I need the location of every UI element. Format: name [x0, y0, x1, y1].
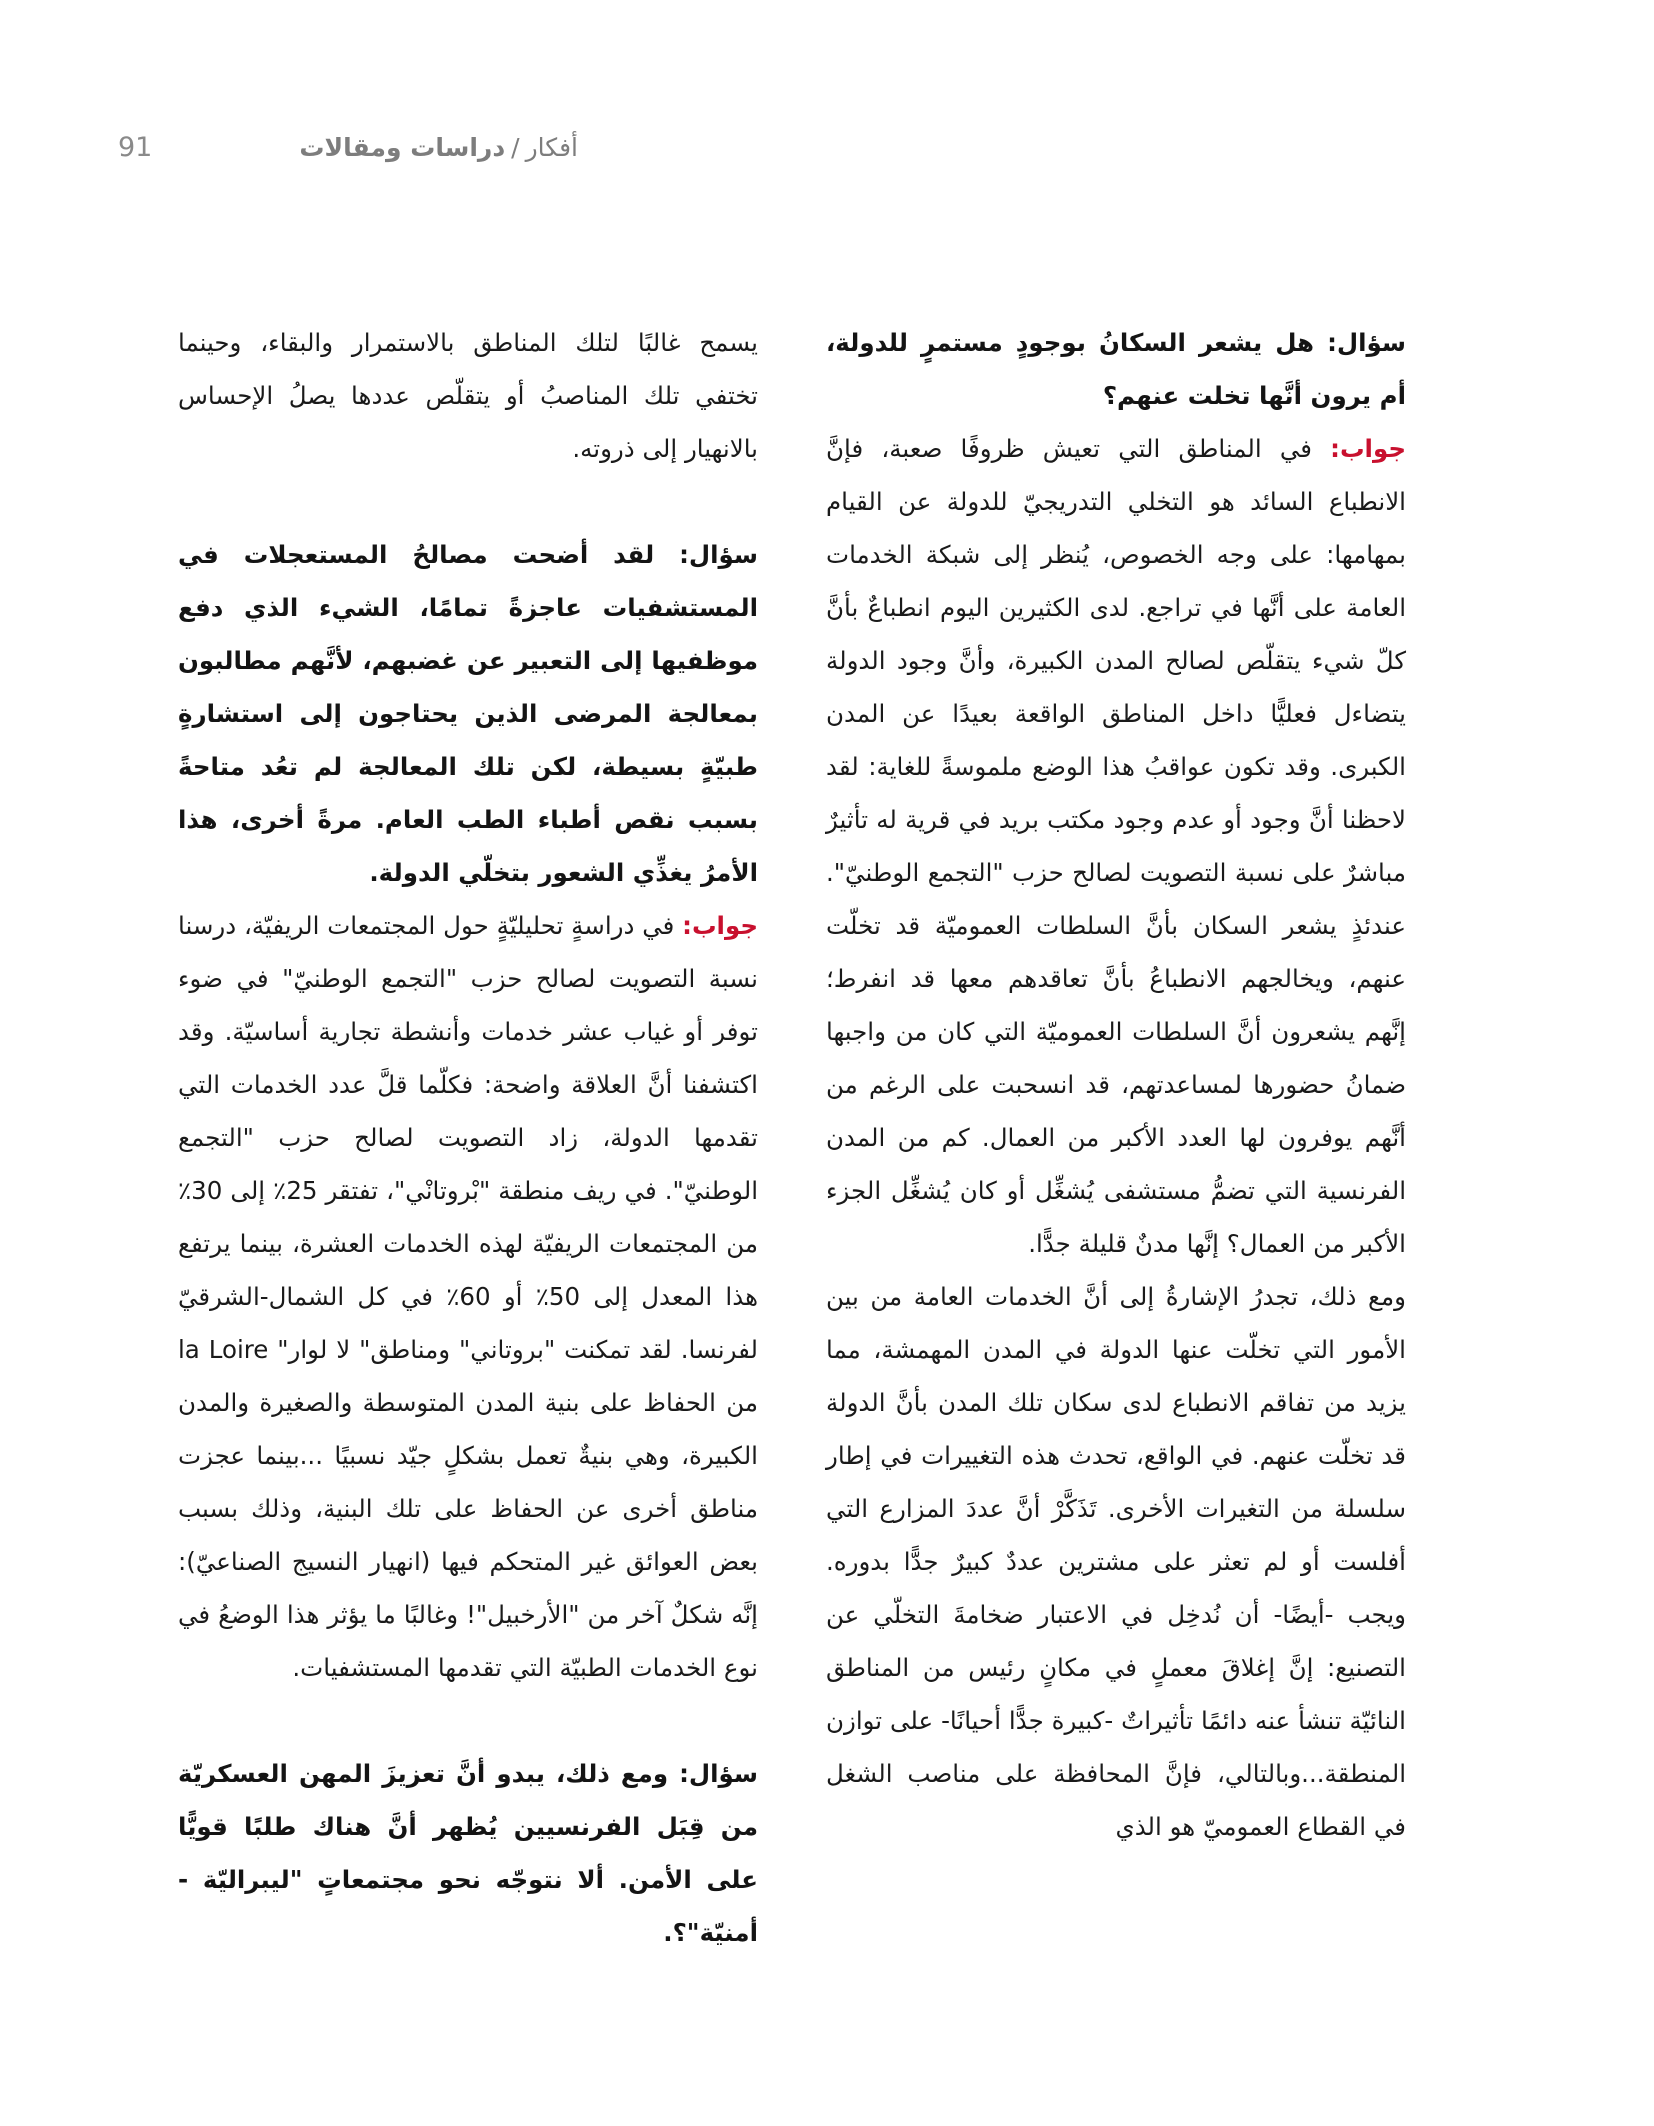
continuation-paragraph: يسمح غالبًا لتلك المناطق بالاستمرار والبقاء، وحينما تختفي تلك المناصبُ أو يتقلّص عددها يصلُ الإحساس بالانهيار إلى ذروته.	[178, 328, 758, 463]
header-category: أفكار	[525, 133, 578, 162]
question-2: سؤال: لقد أضحت مصالحُ المستعجلات في المستشفيات عاجزةً تمامًا، الشيء الذي دفع موظفيها إلى التعبير عن غضبهم، لأنَّهم مطالبون بمعالجة المرضى الذين يحتاجون إلى استشارةٍ طبيّةٍ بسيطة، لكن تلك المعالجة لم تعُد متاحةً بسبب نقص أطباء الطب العام. مرةً أخرى، هذا الأمرُ يغذِّي الشعور بتخلّي الدولة.	[178, 540, 758, 887]
answer-label: جواب:	[1330, 434, 1406, 463]
header-section: دراسات ومقالات	[299, 133, 506, 162]
answer-1	[826, 422, 1406, 1270]
header-separator: /	[511, 133, 520, 162]
answer-2	[178, 899, 758, 1694]
question-1: سؤال: هل يشعر السكانُ بوجودٍ مستمرٍ للدولة، أم يرون أنَّها تخلت عنهم؟	[826, 328, 1406, 410]
right-column	[826, 316, 1406, 1853]
left-column	[178, 316, 758, 1959]
answer-1-paragraph-2: ومع ذلك، تجدرُ الإشارةُ إلى أنَّ الخدمات العامة من بين الأمور التي تخلّت عنها الدولة في المدن المهمشة، مما يزيد من تفاقم الانطباع لدى سكان تلك المدن بأنَّ الدولة قد تخلّت عنهم. في الواقع، تحدث هذه التغييرات في إطار سلسلة من التغيرات الأخرى. تَذَكَّرْ أنَّ عددَ المزارع التي أفلست أو لم تعثر على مشترين عددٌ كبيرٌ جدًّا بدوره. ويجب -أيضًا- أن نُدخِل في الاعتبار ضخامةَ التخلّي عن التصنيع: إنَّ إغلاقَ معملٍ في مكانٍ رئيس من المناطق النائيّة تنشأ عنه دائمًا تأثيراتٌ -كبيرة جدًّا أحيانًا- على توازن المنطقة...وبالتالي، فإنَّ المحافظة على مناصب الشغل في القطاع العموميّ هو الذي	[826, 1282, 1406, 1841]
paragraph-gap	[178, 475, 758, 528]
question-3: سؤال: ومع ذلك، يبدو أنَّ تعزيزَ المهن العسكريّة من قِبَل الفرنسيين يُظهر أنَّ هناك طلبًا قويًّا على الأمن. ألا نتوجّه نحو مجتمعاتٍ "ليبراليّة - أمنيّة"؟.	[178, 1759, 758, 1947]
answer-2-text: في دراسةٍ تحليليّةٍ حول المجتمعات الريفيّة، درسنا نسبة التصويت لصالح حزب "التجمع الوطنيّ" في ضوء توفر أو غياب عشر خدمات وأنشطة تجارية أساسيّة. وقد اكتشفنا أنَّ العلاقة واضحة: فكلّما قلَّ عدد الخدمات التي تقدمها الدولة، زاد التصويت لصالح حزب "التجمع الوطنيّ". في ريف منطقة "بْروتانْي"، تفتقر 25٪ إلى 30٪ من المجتمعات الريفيّة لهذه الخدمات العشرة، بينما يرتفع هذا المعدل إلى 50٪ أو 60٪ في كل الشمال-الشرقيّ لفرنسا. لقد تمكنت "بروتاني" ومناطق" لا لوار" la Loire من الحفاظ على بنية المدن المتوسطة والصغيرة والمدن الكبيرة، وهي بنيةٌ تعمل بشكلٍ جيّد نسبيًا ...بينما عجزت مناطق أخرى عن الحفاظ على تلك البنية، وذلك بسبب بعض العوائق غير المتحكم فيها (انهيار النسيج الصناعيّ): إنَّه شكلٌ آخر من "الأرخبيل"! وغالبًا ما يؤثر هذا الوضعُ في نوع الخدمات الطبيّة التي تقدمها المستشفيات.	[178, 911, 759, 1682]
page-number: 91	[118, 132, 153, 163]
paragraph-gap	[178, 1694, 758, 1747]
answer-label: جواب:	[682, 911, 758, 940]
answer-1-text: في المناطق التي تعيش ظروفًا صعبة، فإنَّ الانطباع السائد هو التخلي التدريجيّ للدولة عن القيام بمهامها: على وجه الخصوص، يُنظر إلى شبكة الخدمات العامة على أنَّها في تراجع. لدى الكثيرين اليوم انطباعٌ بأنَّ كلّ شيء يتقلّص لصالح المدن الكبيرة، وأنَّ وجود الدولة يتضاءل فعليًّا داخل المناطق الواقعة بعيدًا عن المدن الكبرى. وقد تكون عواقبُ هذا الوضع ملموسةً للغاية: لقد لاحظنا أنَّ وجود أو عدم وجود مكتب بريد في قرية له تأثيرٌ مباشرٌ على نسبة التصويت لصالح حزب "التجمع الوطنيّ". عندئذٍ يشعر السكان بأنَّ السلطات العموميّة قد تخلّت عنهم، ويخالجهم الانطباعُ بأنَّ تعاقدهم معها قد انفرط؛ إنَّهم يشعرون أنَّ السلطات العموميّة التي كان من واجبها ضمانُ حضورها لمساعدتهم، قد انسحبت على الرغم من أنَّهم يوفرون لها العدد الأكبر من العمال. كم من المدن الفرنسية التي تضمُّ مستشفى يُشغِّل أو كان يُشغِّل الجزء الأكبر من العمال؟ إنَّها مدنٌ قليلة جدًّا.	[826, 434, 1406, 1258]
running-header	[118, 128, 578, 168]
section-title	[299, 128, 578, 168]
